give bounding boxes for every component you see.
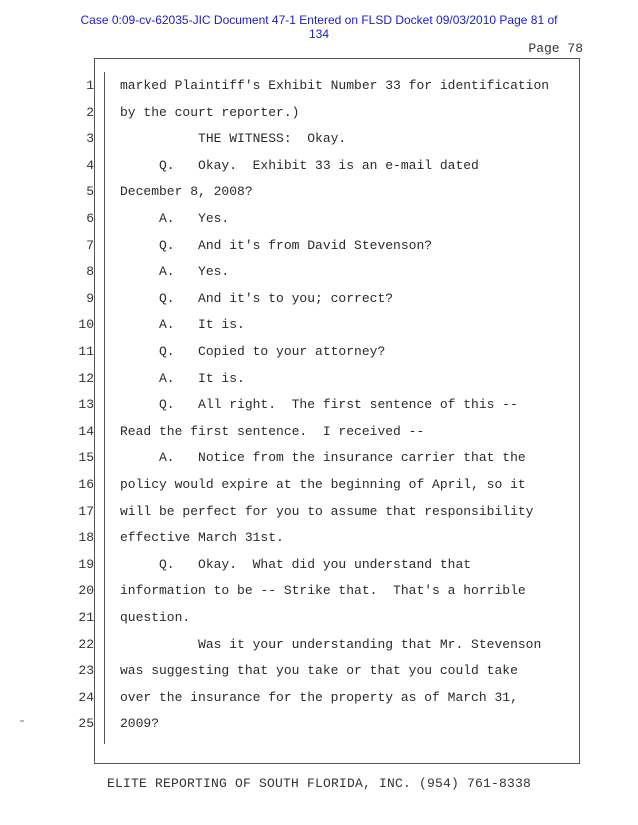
line-number: 20: [78, 583, 94, 598]
line-number: 7: [86, 238, 94, 253]
transcript-page-number: Page 78: [528, 41, 583, 56]
line-number: 2: [86, 105, 94, 120]
line-number: 3: [86, 131, 94, 146]
transcript-line: Q. And it's to you; correct?: [120, 291, 394, 306]
line-number: 18: [78, 530, 94, 545]
transcript-line: Was it your understanding that Mr. Stevenson: [120, 637, 542, 652]
transcript-line: marked Plaintiff's Exhibit Number 33 for identification: [120, 78, 550, 93]
line-number: 24: [78, 690, 94, 705]
transcript-line: by the court reporter.): [120, 105, 300, 120]
line-number: 19: [78, 557, 94, 572]
line-number: 6: [86, 211, 94, 226]
transcript-line: A. Yes.: [120, 264, 230, 279]
transcript-line: A. Yes.: [120, 211, 230, 226]
line-number: 4: [86, 158, 94, 173]
transcript-line: will be perfect for you to assume that responsibility: [120, 504, 534, 519]
line-number-margin-rule: [104, 72, 105, 744]
transcript-line: A. It is.: [120, 317, 245, 332]
line-number: 10: [78, 317, 94, 332]
transcript-line: Read the first sentence. I received --: [120, 424, 425, 439]
transcript-line: effective March 31st.: [120, 530, 284, 545]
line-number: 5: [86, 184, 94, 199]
line-number: 11: [78, 344, 94, 359]
transcript-line: Q. Okay. What did you understand that: [120, 557, 472, 572]
transcript-line: 2009?: [120, 716, 160, 731]
transcript-line: A. Notice from the insurance carrier that the: [120, 450, 526, 465]
court-filing-header: [0, 13, 638, 41]
line-number: 17: [78, 504, 94, 519]
reporter-footer: ELITE REPORTING OF SOUTH FLORIDA, INC. (954) 761-8338: [106, 776, 532, 791]
transcript-line: information to be -- Strike that. That's a horrible: [120, 583, 526, 598]
scan-artifact: [20, 720, 24, 722]
transcript-line: Q. Copied to your attorney?: [120, 344, 386, 359]
line-number: 14: [78, 424, 94, 439]
line-number: 16: [78, 477, 94, 492]
transcript-line: was suggesting that you take or that you could take: [120, 663, 518, 678]
transcript-line: Q. And it's from David Stevenson?: [120, 238, 433, 253]
transcript-line: over the insurance for the property as of March 31,: [120, 690, 518, 705]
transcript-line: question.: [120, 610, 191, 625]
line-number: 1: [86, 78, 94, 93]
line-number: 12: [78, 371, 94, 386]
line-number: 25: [78, 716, 94, 731]
filing-header-line-1: Case 0:09-cv-62035-JIC Document 47-1 Entered on FLSD Docket 09/03/2010 Page 81 of: [80, 13, 558, 27]
transcript-line: A. It is.: [120, 371, 245, 386]
line-number: 21: [78, 610, 94, 625]
transcript-line: policy would expire at the beginning of April, so it: [120, 477, 526, 492]
line-number: 13: [78, 397, 94, 412]
transcript-line: December 8, 2008?: [120, 184, 253, 199]
filing-header-line-2: 134: [308, 27, 330, 41]
line-number: 8: [86, 264, 94, 279]
transcript-line: Q. All right. The first sentence of this --: [120, 397, 518, 412]
line-number: 22: [78, 637, 94, 652]
line-number: 9: [86, 291, 94, 306]
line-number: 15: [78, 450, 94, 465]
line-number: 23: [78, 663, 94, 678]
transcript-line: THE WITNESS: Okay.: [120, 131, 347, 146]
transcript-line: Q. Okay. Exhibit 33 is an e-mail dated: [120, 158, 479, 173]
